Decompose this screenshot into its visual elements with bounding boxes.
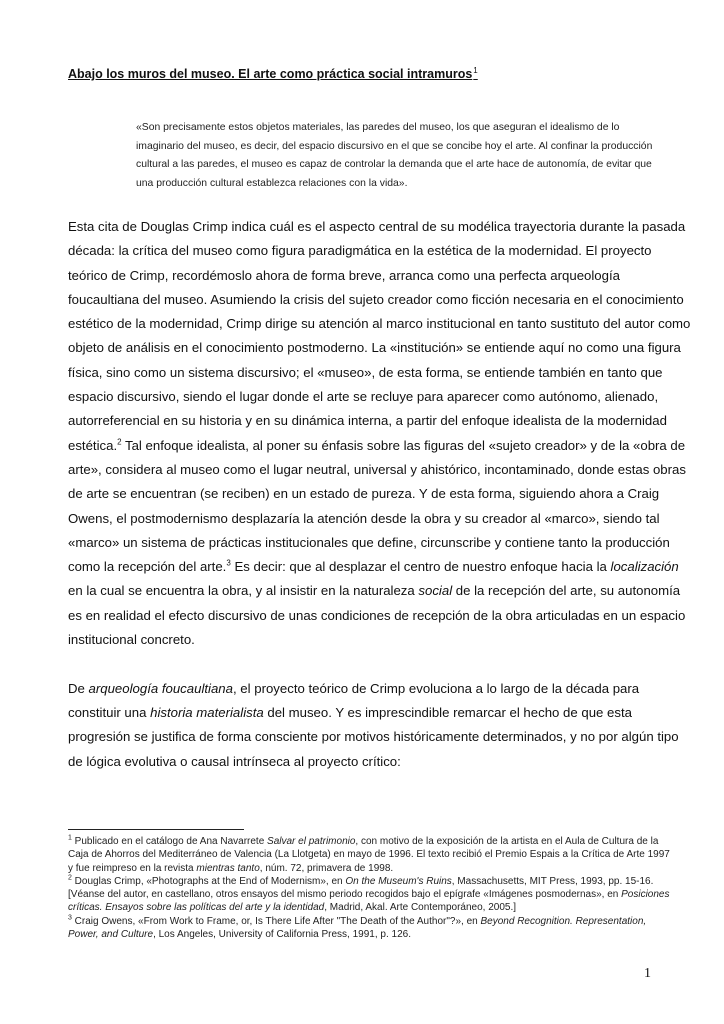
block-quote: «Son precisamente estos objetos materiales, las paredes del museo, los que aseguran el idealismo de lo imaginario del museo, es decir, del espacio discursivo en el que se concibe hoy el arte. Al confinar la producción cultural a las paredes, el museo es capaz de controlar la demanda que el arte hace de autonomía, de evitar que una producción cultural establezca relaciones con la vida». [136, 122, 653, 189]
paragraph-1-text-c: Es decir: que al desplazar el centro de nuestro enfoque hacia la [230, 559, 611, 575]
paragraph-2 [68, 677, 694, 774]
footnote-3-emphasis-a: Beyond Recognition. Representation, Power, and Culture [68, 915, 647, 941]
footnote-3-text-b: , Los Angeles, University of California Press, 1991, p. 126. [153, 929, 411, 941]
paragraph-1-text-d: en la cual se encuentra la obra, y al insistir en la naturaleza [68, 583, 419, 599]
footnotes [68, 835, 672, 941]
footnote-ref-1: 1 [473, 66, 478, 75]
footnote-divider [68, 829, 244, 830]
footnote-1-text-a: Publicado en el catálogo de Ana Navarrete [71, 836, 268, 847]
footnote-1-text-b: , con motivo de la exposición de la artista en el Aula de Cultura de la Caja de Ahorros del Mediterráneo de Valencia (La Llotgeta) en mayo de 1996. El texto recibió el Premio Espais a la Crítica de Arte 1997 y fue reimpreso en la revista [68, 836, 670, 874]
footnote-3 [68, 915, 672, 942]
paragraph-1-text-e: de la recepción del arte, su autonomía es en realidad el efecto discursivo de unas condiciones de recepción de la obra articuladas en un espacio institucional concreto. [68, 583, 686, 648]
paragraph-2-text-a: De [68, 680, 89, 696]
paragraph-1-text-a: Esta cita de Douglas Crimp indica cuál es el aspecto central de su modélica trayectoria durante la pasada década: la crítica del museo como figura paradigmática en la estética de la modernidad. El proyecto teórico de Crimp, recordémoslo ahora de forma breve, arranca como una perfecta arqueología foucaultiana del museo. Asumiendo la crisis del sujeto creador como ficción necesaria en el conocimiento estético de la modernidad, Crimp dirige su atención al marco institucional en tanto sustituto del autor como objeto de análisis en el conocimiento postmoderno. La «institución» se entiende aquí no como una figura física, sino como un sistema discursivo; el «museo», de esta forma, se entiende también en tanto que espacio discursivo, siendo el lugar donde el arte se recluye para aparecer como autónomo, alienado, autorreferencial en su historia y en su dinámica interna, a partir del enfoque idealista de la modernidad estética. [68, 219, 691, 453]
footnote-2-text-c: , Madrid, Akal. Arte Contemporáneo, 2005.] [324, 902, 517, 914]
paragraph-2-text-c: del museo. Y es imprescindible remarcar el hecho de que esta progresión se justifica de forma consciente por motivos históricamente determinados, y no por algún tipo de lógica evolutiva o causal intrínseca al proyecto crítico: [68, 704, 679, 769]
emphasis-localizacion: localización [610, 559, 679, 575]
footnote-2-number: 2 [68, 874, 72, 882]
footnote-2-emphasis-a: On the Museum's Ruins [345, 875, 452, 887]
footnote-1 [68, 835, 672, 875]
footnote-3-number: 3 [68, 914, 72, 922]
document-title [68, 66, 478, 81]
footnote-2-text-b: , Massachusetts, MIT Press, 1993, pp. 15-16. [Véanse del autor, en castellano, otros ensayos del mismo periodo recogidos bajo el epígrafe «Imágenes posmodernas», en [68, 875, 654, 901]
emphasis-arqueologia: arqueología foucaultiana [88, 680, 233, 696]
footnote-1-number: 1 [68, 834, 72, 842]
paragraph-2-text-b: , el proyecto teórico de Crimp evoluciona a lo largo de la década para constituir una [68, 680, 640, 720]
paragraph-1 [68, 215, 694, 652]
footnote-ref-2: 2 [117, 437, 122, 447]
footnote-3-text-a: Craig Owens, «From Work to Frame, or, Is There Life After "The Death of the Author"?», en [71, 915, 481, 927]
paragraph-1-text-b: Tal enfoque idealista, al poner su énfasis sobre las figuras del «sujeto creador» y de la «obra de arte», considera al museo como el lugar neutral, universal y ahistórico, incontaminado, donde estas obras de arte se encuentran (se reciben) en un estado de pureza. Y de esta forma, siguiendo ahora a Craig Owens, el postmodernismo desplazaría la atención desde la obra y su creador al «marco», siendo tal «marco» un sistema de prácticas institucionales que define, circunscribe y contiene tanto la producción como la recepción del arte. [68, 437, 686, 575]
footnote-1-text-c: , núm. 72, primavera de 1998. [259, 862, 394, 874]
footnote-2-emphasis-b: Posiciones críticas. Ensayos sobre las políticas del arte y la identidad [68, 889, 670, 914]
footnote-1-emphasis-a: Salvar el patrimonio [267, 836, 356, 847]
title-text: Abajo los muros del museo. El arte como práctica social intramuros [68, 67, 473, 82]
footnote-1-emphasis-b: mientras tanto [196, 862, 260, 874]
emphasis-historia: historia materialista [150, 704, 264, 720]
emphasis-social: social [418, 583, 453, 599]
page-number: 1 [644, 966, 651, 981]
footnote-2 [68, 875, 672, 915]
body-text [68, 215, 694, 774]
footnote-2-text-a: Douglas Crimp, «Photographs at the End of Modernism», en [71, 875, 346, 887]
footnote-ref-3: 3 [226, 558, 231, 568]
